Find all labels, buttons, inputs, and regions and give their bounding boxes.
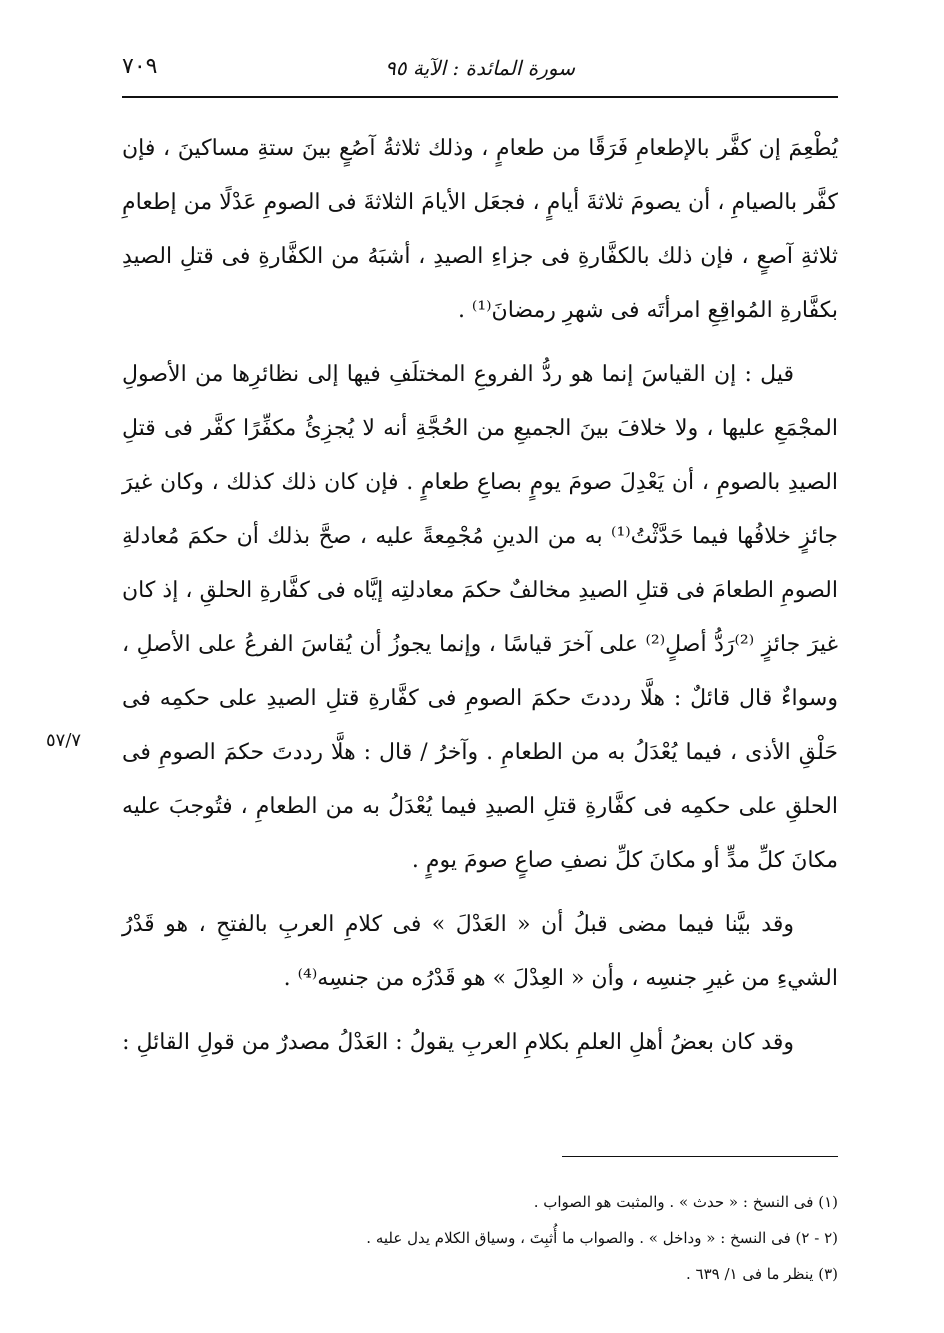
paragraph: وقد بيَّنا فيما مضى قبلُ أن « العَدْلَ » فى كلامِ العربِ بالفتحِ ، هو قَدْرُ الشيءِ من غيرِ جنسِه ، وأن « العِدْلَ » هو قَدْرُه من جنسِه⁽⁴⁾ . (122, 912, 838, 991)
running-title: سورة المائدة : الآية ٩٥ (385, 56, 575, 80)
paragraph: قيل : إن القياسَ إنما هو ردُّ الفروعِ المختلَفِ فيها إلى نظائرِها من الأصولِ المجْمَعِ عليها ، ولا خلافَ بينَ الجميعِ من الحُجَّةِ أنه لا يُجزِئُ مكفِّرًا كفَّر فى قتلِ الصيدِ بالصومِ ، أن يَعْدِلَ صومَ يومٍ بصاعِ طعامٍ . فإن كان ذلك كذلك ، وكان غيرَ جائزٍ خلافُها فيما حَدَّثْتُ⁽¹⁾ به من الدينِ مُجْمِعةً عليه ، صحَّ بذلك أن حكمَ مُعادلةِ الصومِ الطعامَ فى قتلِ الصيدِ مخالفٌ حكمَ معادلتِه إيَّاه فى كفَّارةِ الحلقِ ، إذ كان غيرَ جائزٍ ⁽²⁾رَدُّ أصلٍ⁽²⁾ على آخرَ قياسًا ، وإنما يجوزُ أن يُقاسَ الفرعُ على الأصلِ ، وسواءٌ قال قائلٌ : هلَّا رددتَ حكمَ الصومِ فى كفَّارةِ قتلِ الصيدِ على حكمِه فى حَلْقِ الأذى ، فيما يُعْدَلُ به من الطعامِ . وآخرُ / قال : هلَّا رددتَ حكمَ الصومِ فى الحلقِ على حكمِه فى كفَّارةِ قتلِ الصيدِ فيما يُعْدَلُ به من الطعامِ ، فتُوجبَ عليه مكانَ كلِّ مدٍّ أو مكانَ كلِّ نصفِ صاعٍ صومَ يومٍ . (122, 362, 839, 873)
footnote: (١) فى النسخ : « حدث » . والمثبت هو الصواب . (533, 1193, 838, 1211)
main-text (122, 122, 838, 1080)
header-rule (122, 96, 838, 98)
footnote: (٢ - ٢) فى النسخ : « وداخل » . والصواب ما أُثبِتَ ، وسياق الكلام يدل عليه . (366, 1229, 838, 1247)
footnote-rule (562, 1156, 838, 1157)
margin-reference: ٥٧/٧ (46, 730, 82, 751)
page-number: ٧٠٩ (122, 54, 158, 79)
page-header (122, 50, 838, 90)
footnotes (122, 1184, 838, 1292)
paragraph: يُطْعِمَ إن كفَّر بالإطعامِ فَرَقًا من طعامٍ ، وذلك ثلاثةُ آصُعٍ بينَ ستةِ مساكينَ ، فإن كفَّر بالصيامِ ، أن يصومَ ثلاثةَ أيامٍ ، فجعَل الأيامَ الثلاثةَ فى الصومِ عَدْلًا من إطعامِ ثلاثةِ آصعٍ ، فإن ذلك بالكفَّارةِ فى جزاءِ الصيدِ ، أشبَهُ من الكفَّارةِ فى قتلِ الصيدِ بكفَّارةِ المُواقِعِ امرأتَه فى شهرِ رمضانَ⁽¹⁾ . (122, 136, 838, 323)
footnote: (٣) ينظر ما فى ١/ ٦٣٩ . (685, 1265, 838, 1283)
paragraph: وقد كان بعضُ أهلِ العلمِ بكلامِ العربِ يقولُ : العَدْلُ مصدرٌ من قولِ القائلِ : (122, 1030, 794, 1055)
